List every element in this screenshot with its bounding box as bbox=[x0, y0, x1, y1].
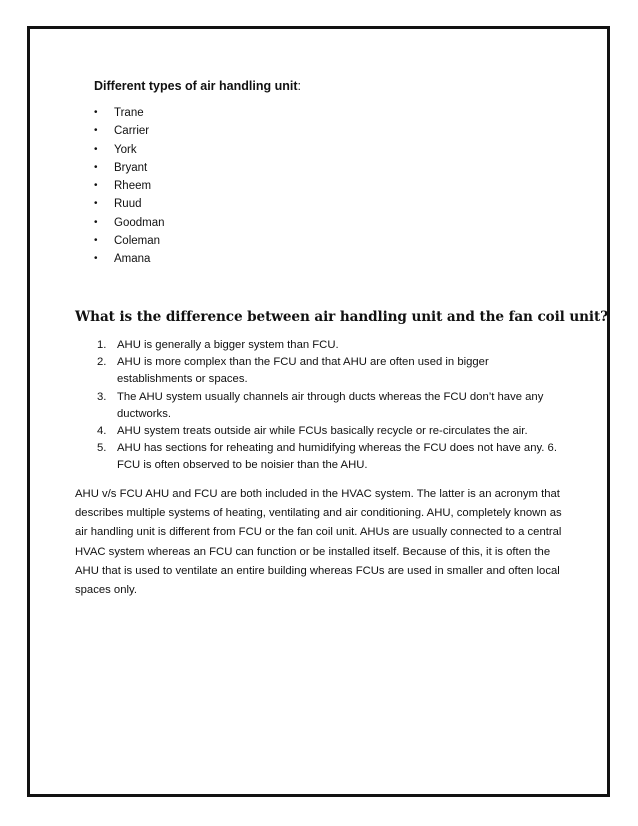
types-heading-label: Different types of air handling unit bbox=[94, 79, 298, 93]
list-item bbox=[94, 104, 165, 122]
brand-label: Coleman bbox=[114, 235, 161, 248]
list-item bbox=[94, 122, 165, 140]
list-item bbox=[97, 440, 567, 474]
list-item bbox=[94, 232, 165, 250]
difference-heading: What is the difference between air handling unit and the fan coil unit? bbox=[75, 309, 609, 325]
brand-label: Rheem bbox=[114, 180, 152, 193]
item-number: 3. bbox=[97, 390, 107, 403]
list-item bbox=[97, 354, 567, 388]
difference-list bbox=[97, 337, 567, 475]
bullet-icon: • bbox=[94, 107, 98, 118]
brand-label: Carrier bbox=[114, 125, 150, 138]
item-text: AHU is more complex than the FCU and that AHU are often used in bigger establishments or spaces. bbox=[117, 356, 489, 386]
item-number: 2. bbox=[97, 356, 107, 369]
item-text: AHU system treats outside air while FCUs basically recycle or re-circulates the air. bbox=[117, 425, 528, 438]
bullet-icon: • bbox=[94, 216, 98, 228]
brand-label: Ruud bbox=[114, 198, 142, 211]
brand-label: Bryant bbox=[114, 161, 148, 174]
item-text: AHU has sections for reheating and humidifying whereas the FCU does not have any. 6. FCU is often observed to be noisier than the AHU. bbox=[117, 442, 557, 472]
list-item bbox=[94, 195, 165, 213]
brand-label: York bbox=[114, 143, 137, 156]
bullet-icon: • bbox=[94, 143, 98, 155]
list-item bbox=[94, 177, 165, 195]
item-text: AHU is generally a bigger system than FCU. bbox=[117, 339, 339, 351]
item-text: The AHU system usually channels air through ducts whereas the FCU don’t have any ductworks. bbox=[117, 390, 544, 420]
list-item bbox=[97, 337, 567, 354]
bullet-icon: • bbox=[94, 180, 98, 192]
list-item bbox=[97, 389, 567, 423]
item-number: 4. bbox=[97, 425, 107, 438]
brand-label: Goodman bbox=[114, 216, 165, 229]
brand-list bbox=[94, 104, 165, 269]
bullet-icon: • bbox=[94, 125, 98, 137]
item-number: 1. bbox=[97, 339, 107, 351]
list-item bbox=[97, 423, 567, 440]
bullet-icon: • bbox=[94, 161, 98, 173]
brand-label: Amana bbox=[114, 253, 151, 266]
brand-label: Trane bbox=[114, 107, 144, 119]
bullet-icon: • bbox=[94, 198, 98, 210]
body-paragraph: AHU v/s FCU AHU and FCU are both included in the HVAC system. The latter is an acronym that describes multiple systems of heating, ventilating and air conditioning. AHU, completely known as air handling unit is different from FCU or the fan coil unit. AHUs are usually connected to a central HVAC system whereas an FCU can function or be installed itself. Because of this, it is often the AHU that is used to ventilate an entire building whereas FCUs are used in smaller and often local spaces only. bbox=[75, 488, 562, 597]
list-item bbox=[94, 250, 165, 268]
types-heading-colon: : bbox=[297, 79, 301, 93]
list-item bbox=[94, 159, 165, 177]
list-item bbox=[94, 141, 165, 159]
list-item bbox=[94, 214, 165, 232]
types-heading bbox=[94, 79, 301, 93]
item-number: 5. bbox=[97, 442, 107, 455]
bullet-icon: • bbox=[94, 235, 98, 247]
bullet-icon: • bbox=[94, 253, 98, 265]
